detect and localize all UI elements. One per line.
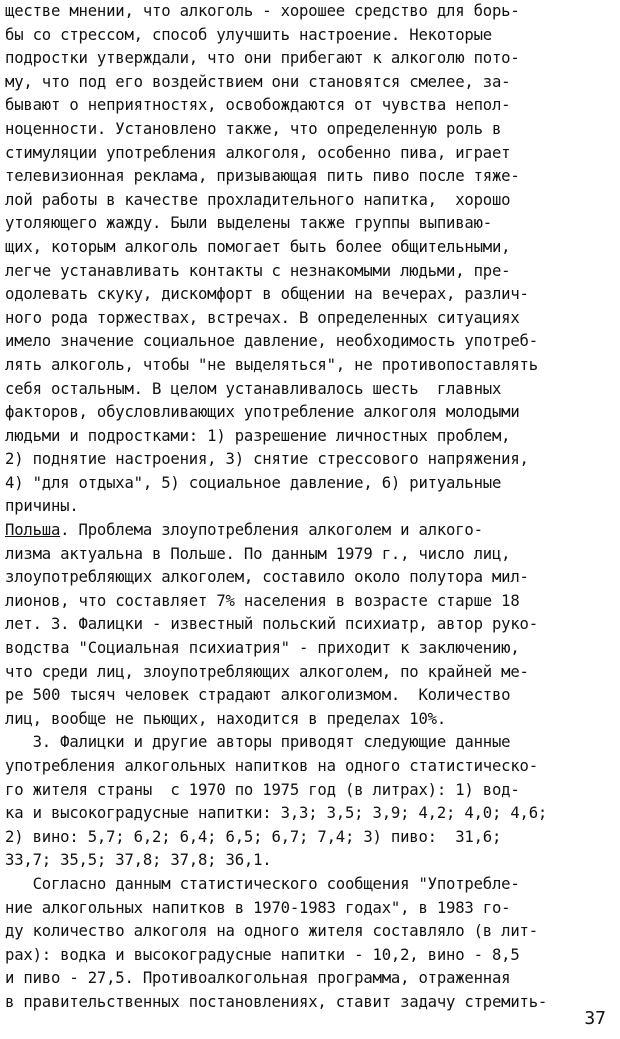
body-text bbox=[5, 0, 615, 1015]
text-line: З. Фалицки и другие авторы приводят следующие данные bbox=[5, 733, 511, 752]
text-line: ного рода торжествах, встречах. В определенных ситуациях bbox=[5, 308, 520, 327]
text-line: 4) "для отдыха", 5) социальное давление, 6) ритуальные bbox=[5, 473, 502, 492]
text-line: причины. bbox=[5, 497, 79, 516]
text-line: ре 500 тысяч человек страдают алкоголизмом. Количество bbox=[5, 686, 511, 705]
text-line: факторов, обусловливающих употребление алкоголя молодыми bbox=[5, 403, 520, 422]
text-line: ду количество алкоголя на одного жителя составляло (в лит- bbox=[5, 922, 538, 941]
text-line: лиц, вообще не пьющих, находится в пределах 10%. bbox=[5, 709, 447, 728]
text-line: одолевать скуку, дискомфорт в общении на вечерах, различ- bbox=[5, 285, 529, 304]
text-line: 33,7; 35,5; 37,8; 37,8; 36,1. bbox=[5, 851, 272, 870]
text-line: ществе мнении, что алкоголь - хорошее средство для борь- bbox=[5, 2, 520, 20]
text-line: щих, которым алкоголь помогает быть более общительными, bbox=[5, 237, 511, 256]
text-line: водства "Социальная психиатрия" - приходит к заключению, bbox=[5, 639, 520, 658]
text-line: лизма актуальна в Польше. По данным 1979 г., число лиц, bbox=[5, 544, 511, 563]
text-line: употребления алкогольных напитков на одного статистическо- bbox=[5, 757, 538, 775]
text-line: лионов, что составляет 7% населения в возрасте старше 18 bbox=[5, 591, 520, 610]
text-line: стимуляции употребления алкоголя, особенно пива, играет bbox=[5, 143, 511, 162]
text-fragment: . Проблема злоупотребления алкоголем и алкого- bbox=[60, 521, 483, 540]
text-line: ноценности. Установлено также, что определенную роль в bbox=[5, 119, 502, 138]
text-line: злоупотребляющих алкоголем, составило около полутора мил- bbox=[5, 568, 529, 587]
text-line: 2) вино: 5,7; 6,2; 6,4; 6,5; 6,7; 7,4; 3) пиво: 31,6; bbox=[5, 827, 502, 846]
text-line: бывают о неприятностях, освобождаются от чувства непол- bbox=[5, 96, 511, 115]
text-line: легче устанавливать контакты с незнакомыми людьми, пре- bbox=[5, 261, 511, 280]
section-heading-poland: Польша bbox=[5, 521, 61, 540]
text-line: телевизионная реклама, призывающая пить пиво после тяже- bbox=[5, 167, 520, 186]
text-line: подростки утверждали, что они прибегают к алкоголю пото- bbox=[5, 49, 520, 68]
page-number: 37 bbox=[584, 1008, 606, 1029]
text-line: лой работы в качестве прохладительного напитка, хорошо bbox=[5, 190, 511, 209]
text-line: что среди лиц, злоупотребляющих алкоголем, по крайней ме- bbox=[5, 662, 529, 681]
text-line: Согласно данным статистического сообщения "Употребле- bbox=[5, 874, 520, 893]
text-line: му, что под его воздействием они становятся смелее, за- bbox=[5, 72, 511, 91]
text-line: бы со стрессом, способ улучшить настроение. Некоторые bbox=[5, 25, 492, 44]
text-line: себя остальным. В целом устанавливалось шесть главных bbox=[5, 379, 502, 398]
text-line: людьми и подростками: 1) разрешение личностных проблем, bbox=[5, 426, 511, 445]
section-heading-line bbox=[5, 519, 615, 543]
text-line: ние алкогольных напитков в 1970-1983 годах", в 1983 го- bbox=[5, 898, 511, 917]
text-line: лет. З. Фалицки - известный польский психиатр, автор руко- bbox=[5, 615, 538, 634]
text-line: имело значение социальное давление, необходимость употреб- bbox=[5, 332, 538, 351]
text-line: рах): водка и высокоградусные напитки - 10,2, вино - 8,5 bbox=[5, 945, 520, 964]
text-line: в правительственных постановлениях, ставит задачу стремить- bbox=[5, 992, 548, 1011]
text-line: лять алкоголь, чтобы "не выделяться", не противопоставлять bbox=[5, 355, 538, 374]
text-line: го жителя страны с 1970 по 1975 год (в литрах): 1) вод- bbox=[5, 780, 520, 799]
text-line: и пиво - 27,5. Противоалкогольная программа, отраженная bbox=[5, 969, 511, 988]
text-line: утоляющего жажду. Были выделены также группы выпиваю- bbox=[5, 214, 492, 233]
text-line: 2) поднятие настроения, 3) снятие стрессового напряжения, bbox=[5, 450, 529, 469]
text-line: ка и высокоградусные напитки: 3,3; 3,5; 3,9; 4,2; 4,0; 4,6; bbox=[5, 804, 548, 823]
